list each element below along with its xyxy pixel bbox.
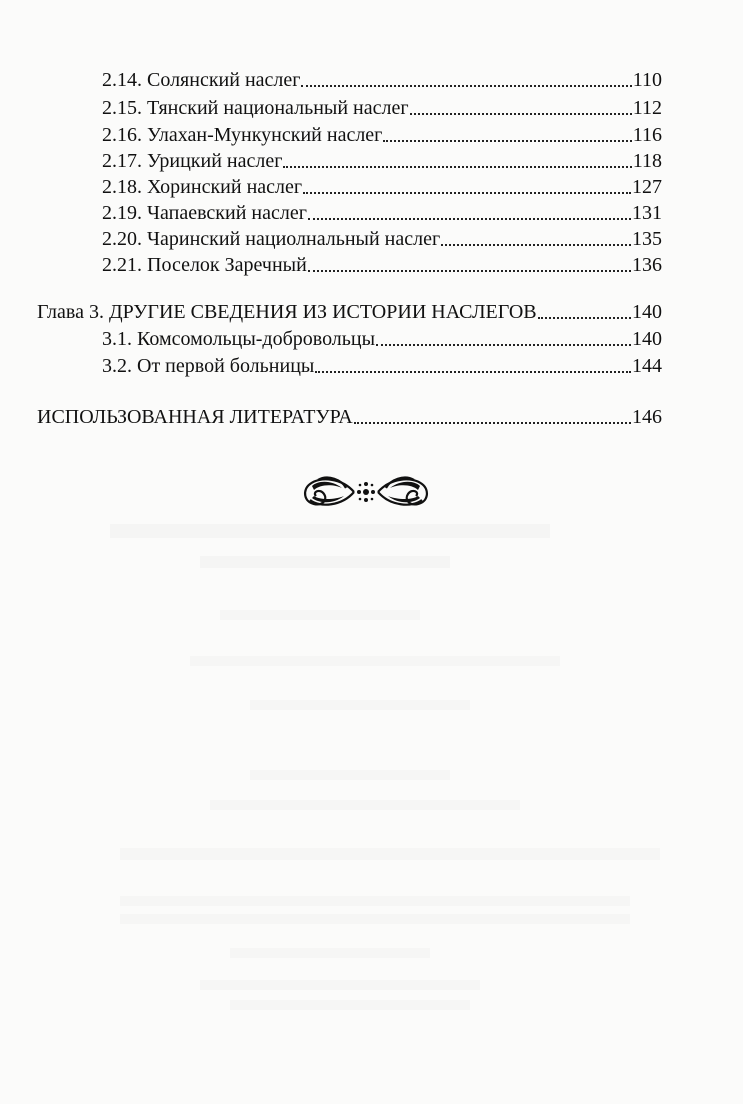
toc-entry-page: 118 bbox=[632, 150, 662, 172]
bleed-through-text bbox=[120, 896, 630, 906]
toc-literature[interactable] bbox=[37, 405, 662, 429]
toc-literature-title: ИСПОЛЬЗОВАННАЯ ЛИТЕРАТУРА bbox=[37, 406, 353, 428]
toc-entry-title: 2.18. Хоринский наслег bbox=[102, 176, 303, 198]
toc-chapter-title: Глава 3. ДРУГИЕ СВЕДЕНИЯ ИЗ ИСТОРИИ НАСЛЕГОВ bbox=[37, 301, 537, 323]
dot-leader bbox=[538, 317, 631, 319]
bleed-through-text bbox=[200, 980, 480, 990]
toc-entry-title: 2.19. Чапаевский наслег bbox=[102, 202, 307, 224]
toc-entry[interactable] bbox=[102, 253, 662, 277]
dot-leader bbox=[354, 422, 631, 424]
toc-entry-title: 2.17. Урицкий наслег bbox=[102, 150, 283, 172]
bleed-through-text bbox=[210, 800, 520, 810]
bleed-through-text bbox=[110, 524, 550, 538]
toc-entry-page: 127 bbox=[632, 176, 662, 198]
toc-entry-page: 140 bbox=[632, 328, 662, 350]
toc-entry-title: 2.21. Поселок Заречный bbox=[102, 254, 307, 276]
toc-entry[interactable] bbox=[102, 96, 662, 120]
toc-entry-title: 2.16. Улахан-Мункунский наслег bbox=[102, 124, 383, 146]
toc-entry[interactable] bbox=[102, 68, 662, 92]
dot-leader bbox=[308, 270, 631, 272]
toc-entry-page: 136 bbox=[632, 254, 662, 276]
toc-entry[interactable] bbox=[102, 227, 662, 251]
dot-leader bbox=[308, 218, 631, 220]
toc-entry-title: 3.1. Комсомольцы-добровольцы bbox=[102, 328, 376, 350]
bleed-through-text bbox=[190, 656, 560, 666]
toc-entry[interactable] bbox=[102, 175, 662, 199]
toc-entry-page: 116 bbox=[632, 124, 662, 146]
dot-leader bbox=[441, 244, 631, 246]
bleed-through-text bbox=[220, 610, 420, 620]
toc-entry[interactable] bbox=[102, 201, 662, 225]
toc-entry[interactable] bbox=[102, 123, 662, 147]
bleed-through-text bbox=[250, 700, 470, 710]
bleed-through-text bbox=[250, 770, 450, 780]
bleed-through-text bbox=[230, 1000, 470, 1010]
dot-leader bbox=[303, 192, 631, 194]
dot-leader bbox=[410, 113, 632, 115]
bleed-through-text bbox=[200, 556, 450, 568]
toc-chapter-page: 140 bbox=[632, 301, 662, 323]
dot-leader bbox=[315, 371, 631, 373]
bleed-through-text bbox=[120, 914, 630, 924]
dot-leader bbox=[383, 140, 631, 142]
toc-entry-page: 135 bbox=[632, 228, 662, 250]
toc-entry-title: 2.15. Тянский национальный наслег bbox=[102, 97, 409, 119]
dot-leader bbox=[376, 344, 631, 346]
toc-entry[interactable] bbox=[102, 327, 662, 351]
dot-leader bbox=[283, 166, 631, 168]
bleed-through-text bbox=[230, 948, 430, 958]
bleed-through-text bbox=[120, 848, 660, 860]
toc-entry-page: 131 bbox=[632, 202, 662, 224]
toc-entry[interactable] bbox=[102, 149, 662, 173]
toc-entry-title: 2.14. Солянский наслег bbox=[102, 69, 301, 91]
toc-entry-page: 110 bbox=[632, 69, 662, 91]
toc-entry-title: 2.20. Чаринский нациолнальный наслег bbox=[102, 228, 441, 250]
dot-leader bbox=[301, 85, 631, 87]
toc-entry-page: 144 bbox=[632, 355, 662, 377]
decorative-scroll-ornament-icon bbox=[298, 470, 434, 514]
toc-literature-page: 146 bbox=[632, 406, 662, 428]
toc-chapter-heading[interactable] bbox=[37, 300, 662, 324]
toc-entry[interactable] bbox=[102, 354, 662, 378]
toc-entry-page: 112 bbox=[632, 97, 662, 119]
toc-entry-title: 3.2. От первой больницы bbox=[102, 355, 315, 377]
